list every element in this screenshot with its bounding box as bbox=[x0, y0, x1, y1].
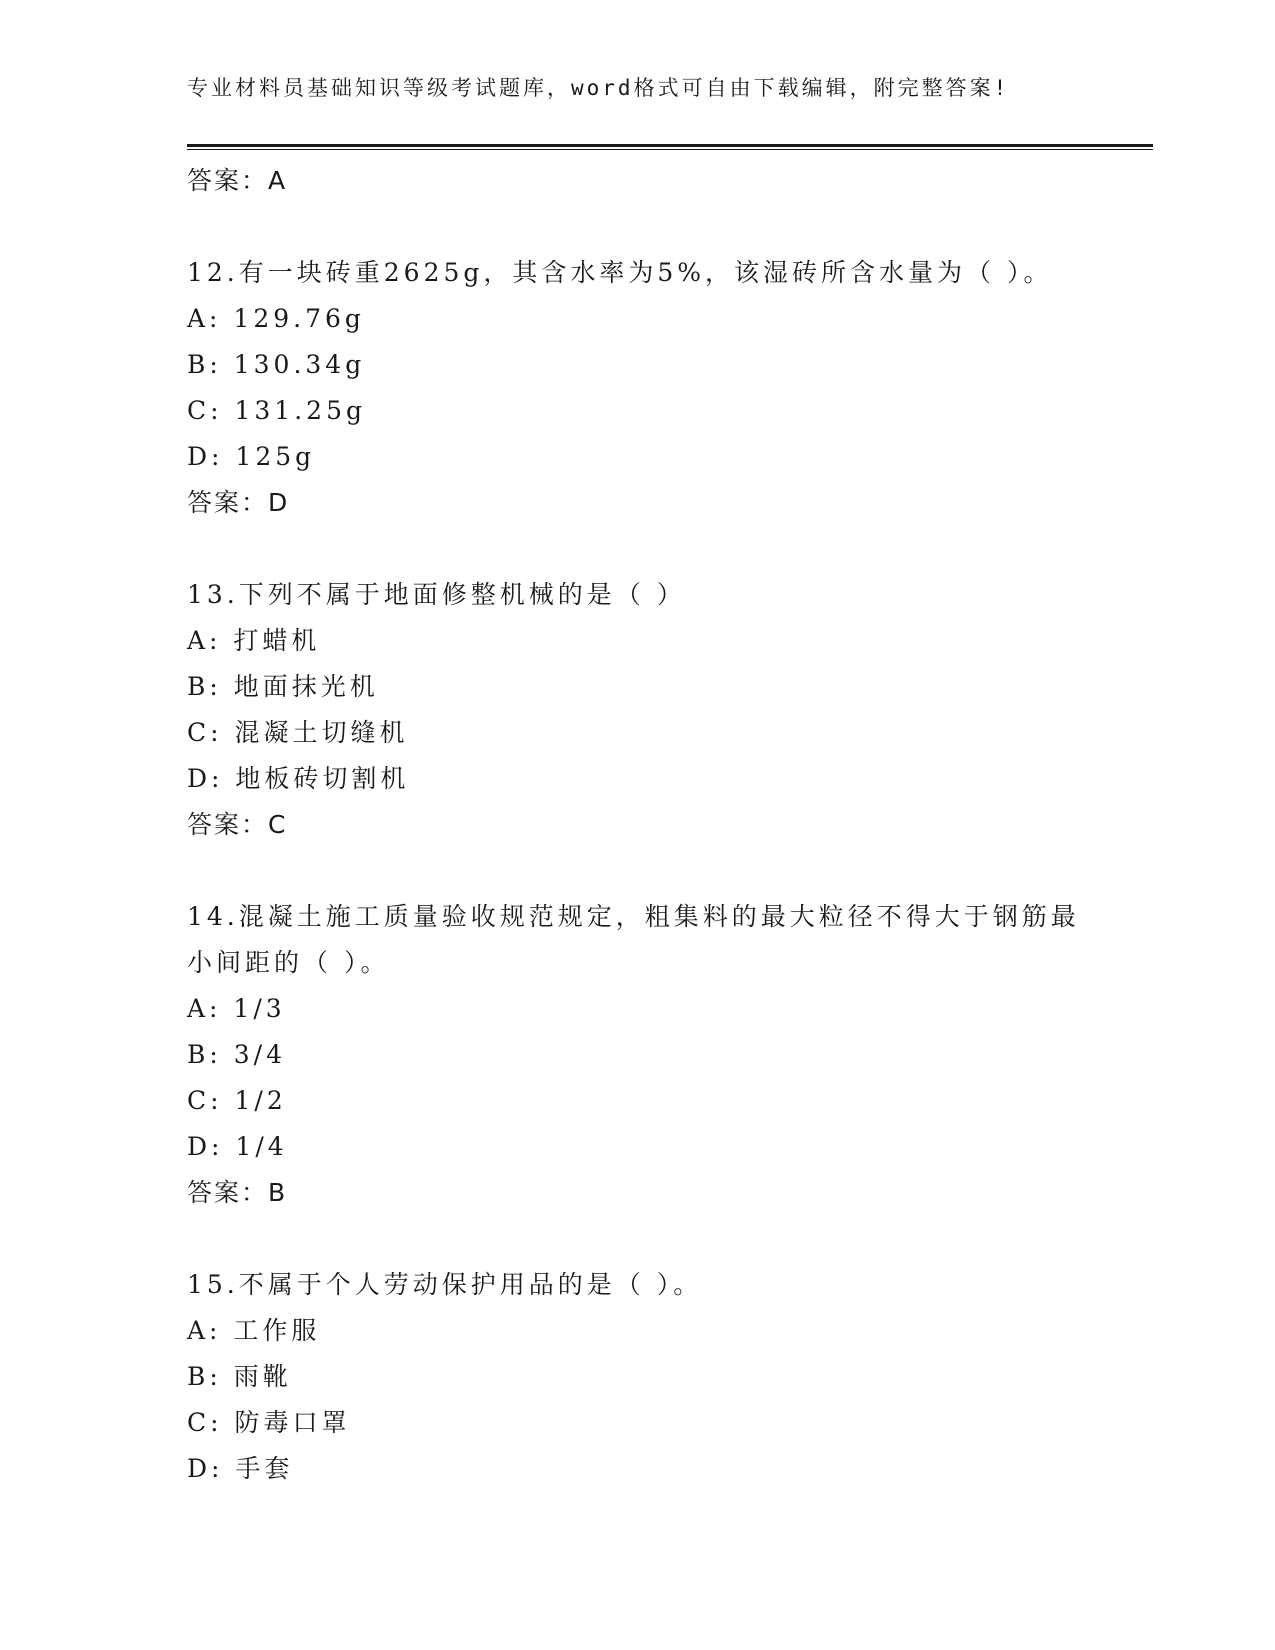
answer-line: 答案：B bbox=[187, 1178, 288, 1207]
option-a: A: 打蜡机 bbox=[187, 626, 321, 655]
document-header: 专业材料员基础知识等级考试题库，word格式可自由下载编辑，附完整答案! bbox=[187, 76, 1010, 100]
question-12 bbox=[187, 250, 1087, 526]
option-c: C: 131.25g bbox=[187, 396, 366, 425]
answer-line: 答案：D bbox=[187, 488, 290, 517]
option-d: D: 1/4 bbox=[187, 1132, 288, 1161]
option-a: A: 1/3 bbox=[187, 994, 286, 1023]
option-b: B: 130.34g bbox=[187, 350, 366, 379]
question-stem: 12.有一块砖重2625g，其含水率为5%，该湿砖所含水量为（ ）。 bbox=[187, 258, 1053, 287]
option-b: B: 地面抹光机 bbox=[187, 672, 379, 701]
question-stem-line-2: 小间距的（ ）。 bbox=[187, 948, 390, 977]
answer-line: 答案：A bbox=[187, 166, 288, 195]
answer-line: 答案：C bbox=[187, 810, 288, 839]
question-stem-line-1: 14.混凝土施工质量验收规范规定，粗集料的最大粒径不得大于钢筋最 bbox=[187, 902, 1080, 931]
option-d: D: 手套 bbox=[187, 1454, 294, 1483]
header-divider-thin bbox=[187, 149, 1153, 150]
question-13 bbox=[187, 572, 1087, 848]
header-divider-thick bbox=[187, 144, 1153, 147]
question-stem: 15.不属于个人劳动保护用品的是（ ）。 bbox=[187, 1270, 703, 1299]
option-a: A: 工作服 bbox=[187, 1316, 321, 1345]
option-c: C: 1/2 bbox=[187, 1086, 287, 1115]
question-14 bbox=[187, 894, 1087, 1216]
option-d: D: 125g bbox=[187, 442, 316, 471]
option-d: D: 地板砖切割机 bbox=[187, 764, 410, 793]
option-a: A: 129.76g bbox=[187, 304, 365, 333]
option-c: C: 混凝土切缝机 bbox=[187, 718, 409, 747]
option-b: B: 3/4 bbox=[187, 1040, 286, 1069]
question-list bbox=[187, 158, 1087, 1492]
question-15 bbox=[187, 1262, 1087, 1492]
option-b: B: 雨靴 bbox=[187, 1362, 292, 1391]
option-c: C: 防毒口罩 bbox=[187, 1408, 351, 1437]
question-stem: 13.下列不属于地面修整机械的是（ ） bbox=[187, 580, 686, 609]
